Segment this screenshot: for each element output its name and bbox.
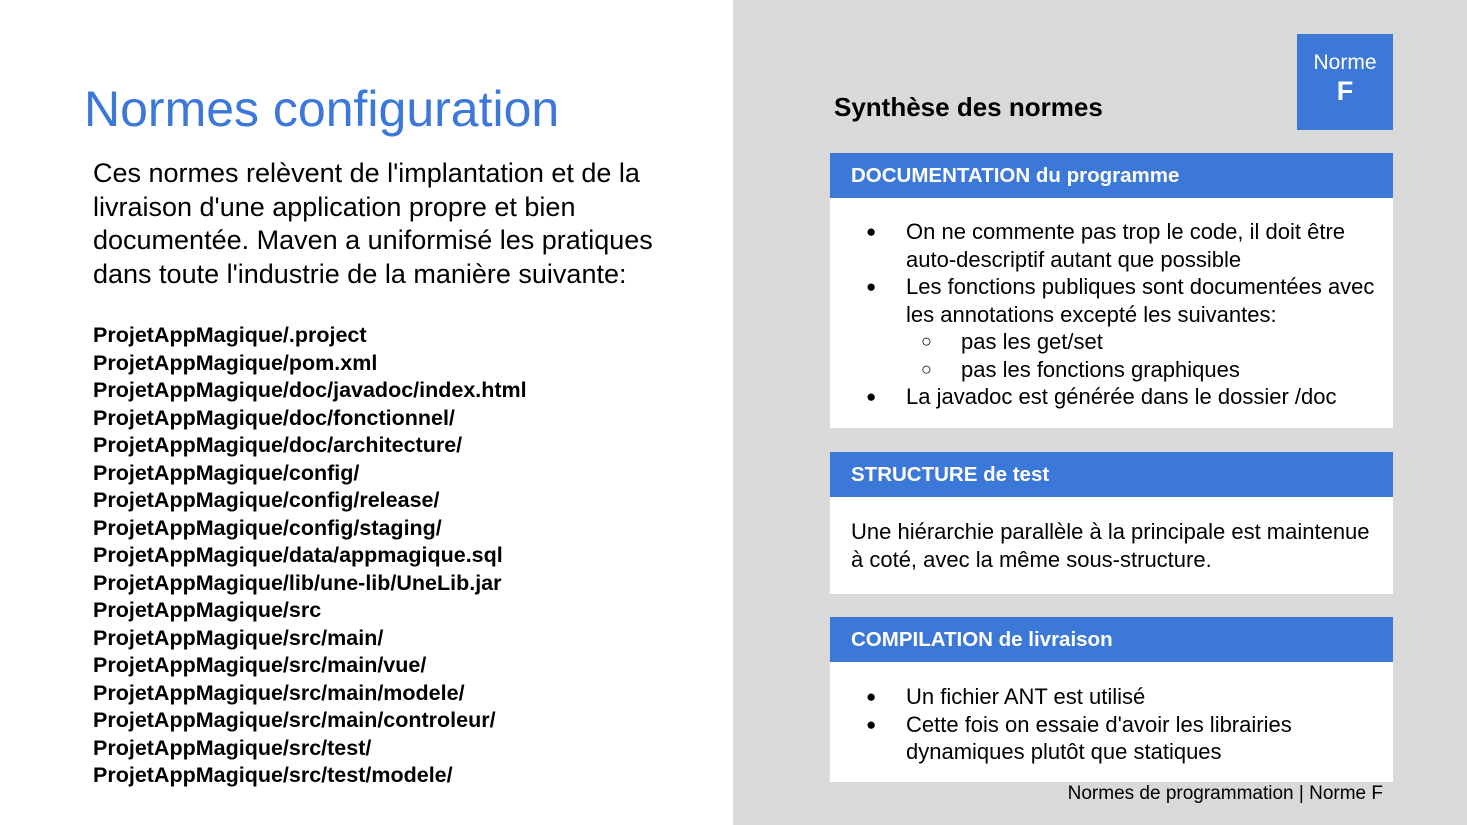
card-body: Une hiérarchie parallèle à la principale est maintenue à coté, avec la même sous-structure. bbox=[851, 519, 1370, 572]
bullet-list bbox=[830, 218, 1393, 411]
path-item: ProjetAppMagique/config/release/ bbox=[93, 488, 440, 512]
path-item: ProjetAppMagique/src/main/modele/ bbox=[93, 680, 465, 705]
bullet-item bbox=[830, 383, 1393, 411]
card-header: COMPILATION de livraison bbox=[830, 617, 1393, 662]
path-item: ProjetAppMagique/pom.xml bbox=[93, 350, 378, 375]
badge-label: Norme bbox=[1313, 51, 1377, 74]
sub-bullet-item: ○ pas les fonctions graphiques bbox=[906, 356, 1383, 384]
card-compilation bbox=[830, 617, 1393, 782]
path-item: ProjetAppMagique/config/staging/ bbox=[93, 515, 442, 540]
path-item: ProjetAppMagique/doc/architecture/ bbox=[93, 433, 463, 457]
path-item: ProjetAppMagique/.project bbox=[93, 323, 367, 347]
card-header: DOCUMENTATION du programme bbox=[830, 153, 1393, 198]
path-item: ProjetAppMagique/config/ bbox=[93, 460, 360, 485]
card-body bbox=[830, 662, 1393, 766]
bullet-item bbox=[830, 218, 1393, 273]
card-structure bbox=[830, 452, 1393, 594]
card-header: STRUCTURE de test bbox=[830, 452, 1393, 497]
bullet-text: La javadoc est générée dans le dossier /doc bbox=[906, 384, 1337, 409]
path-item: ProjetAppMagique/src/test/ bbox=[93, 735, 372, 760]
sub-bullet-item: ○ pas les get/set bbox=[906, 328, 1383, 356]
path-item: ProjetAppMagique/src/main/vue/ bbox=[93, 653, 427, 677]
slide-title: Normes configuration bbox=[84, 81, 560, 137]
bullet-text: On ne commente pas trop le code, il doit être auto-descriptif autant que possible bbox=[906, 219, 1346, 272]
badge-letter: F bbox=[1336, 76, 1354, 106]
path-item: ProjetAppMagique/src/main/ bbox=[93, 625, 384, 650]
path-item: ProjetAppMagique/src bbox=[93, 598, 322, 622]
card-documentation bbox=[830, 153, 1393, 428]
bullet-text: Les fonctions publiques sont documentées avec les annotations excepté les suivantes: bbox=[906, 274, 1375, 327]
path-item: ProjetAppMagique/src/main/controleur/ bbox=[93, 708, 496, 732]
path-item: ProjetAppMagique/doc/javadoc/index.html bbox=[93, 378, 527, 402]
path-item: ProjetAppMagique/lib/une-lib/UneLib.jar bbox=[93, 570, 502, 595]
path-item: ProjetAppMagique/doc/fonctionnel/ bbox=[93, 405, 455, 430]
sub-bullet-list bbox=[906, 328, 1383, 383]
path-item: ProjetAppMagique/src/test/modele/ bbox=[93, 763, 453, 787]
bullet-list bbox=[830, 683, 1393, 766]
intro-paragraph: Ces normes relèvent de l'implantation et de la livraison d'une application propre et bien documentée. Maven a uniformisé les pratiques dans toute l'industrie de la manière suivante: bbox=[93, 158, 653, 289]
project-path-list bbox=[93, 322, 713, 790]
path-item: ProjetAppMagique/data/appmagique.sql bbox=[93, 543, 503, 567]
synthesis-title: Synthèse des normes bbox=[834, 92, 1103, 122]
bullet-item bbox=[830, 273, 1393, 383]
bullet-item: ● Un fichier ANT est utilisé bbox=[830, 683, 1393, 711]
card-body bbox=[830, 198, 1393, 411]
left-panel bbox=[0, 0, 733, 825]
slide-footer: Normes de programmation | Norme F bbox=[1067, 783, 1383, 804]
norme-badge bbox=[1297, 34, 1393, 130]
bullet-item: ● Cette fois on essaie d'avoir les librairies dynamiques plutôt que statiques bbox=[830, 711, 1393, 766]
